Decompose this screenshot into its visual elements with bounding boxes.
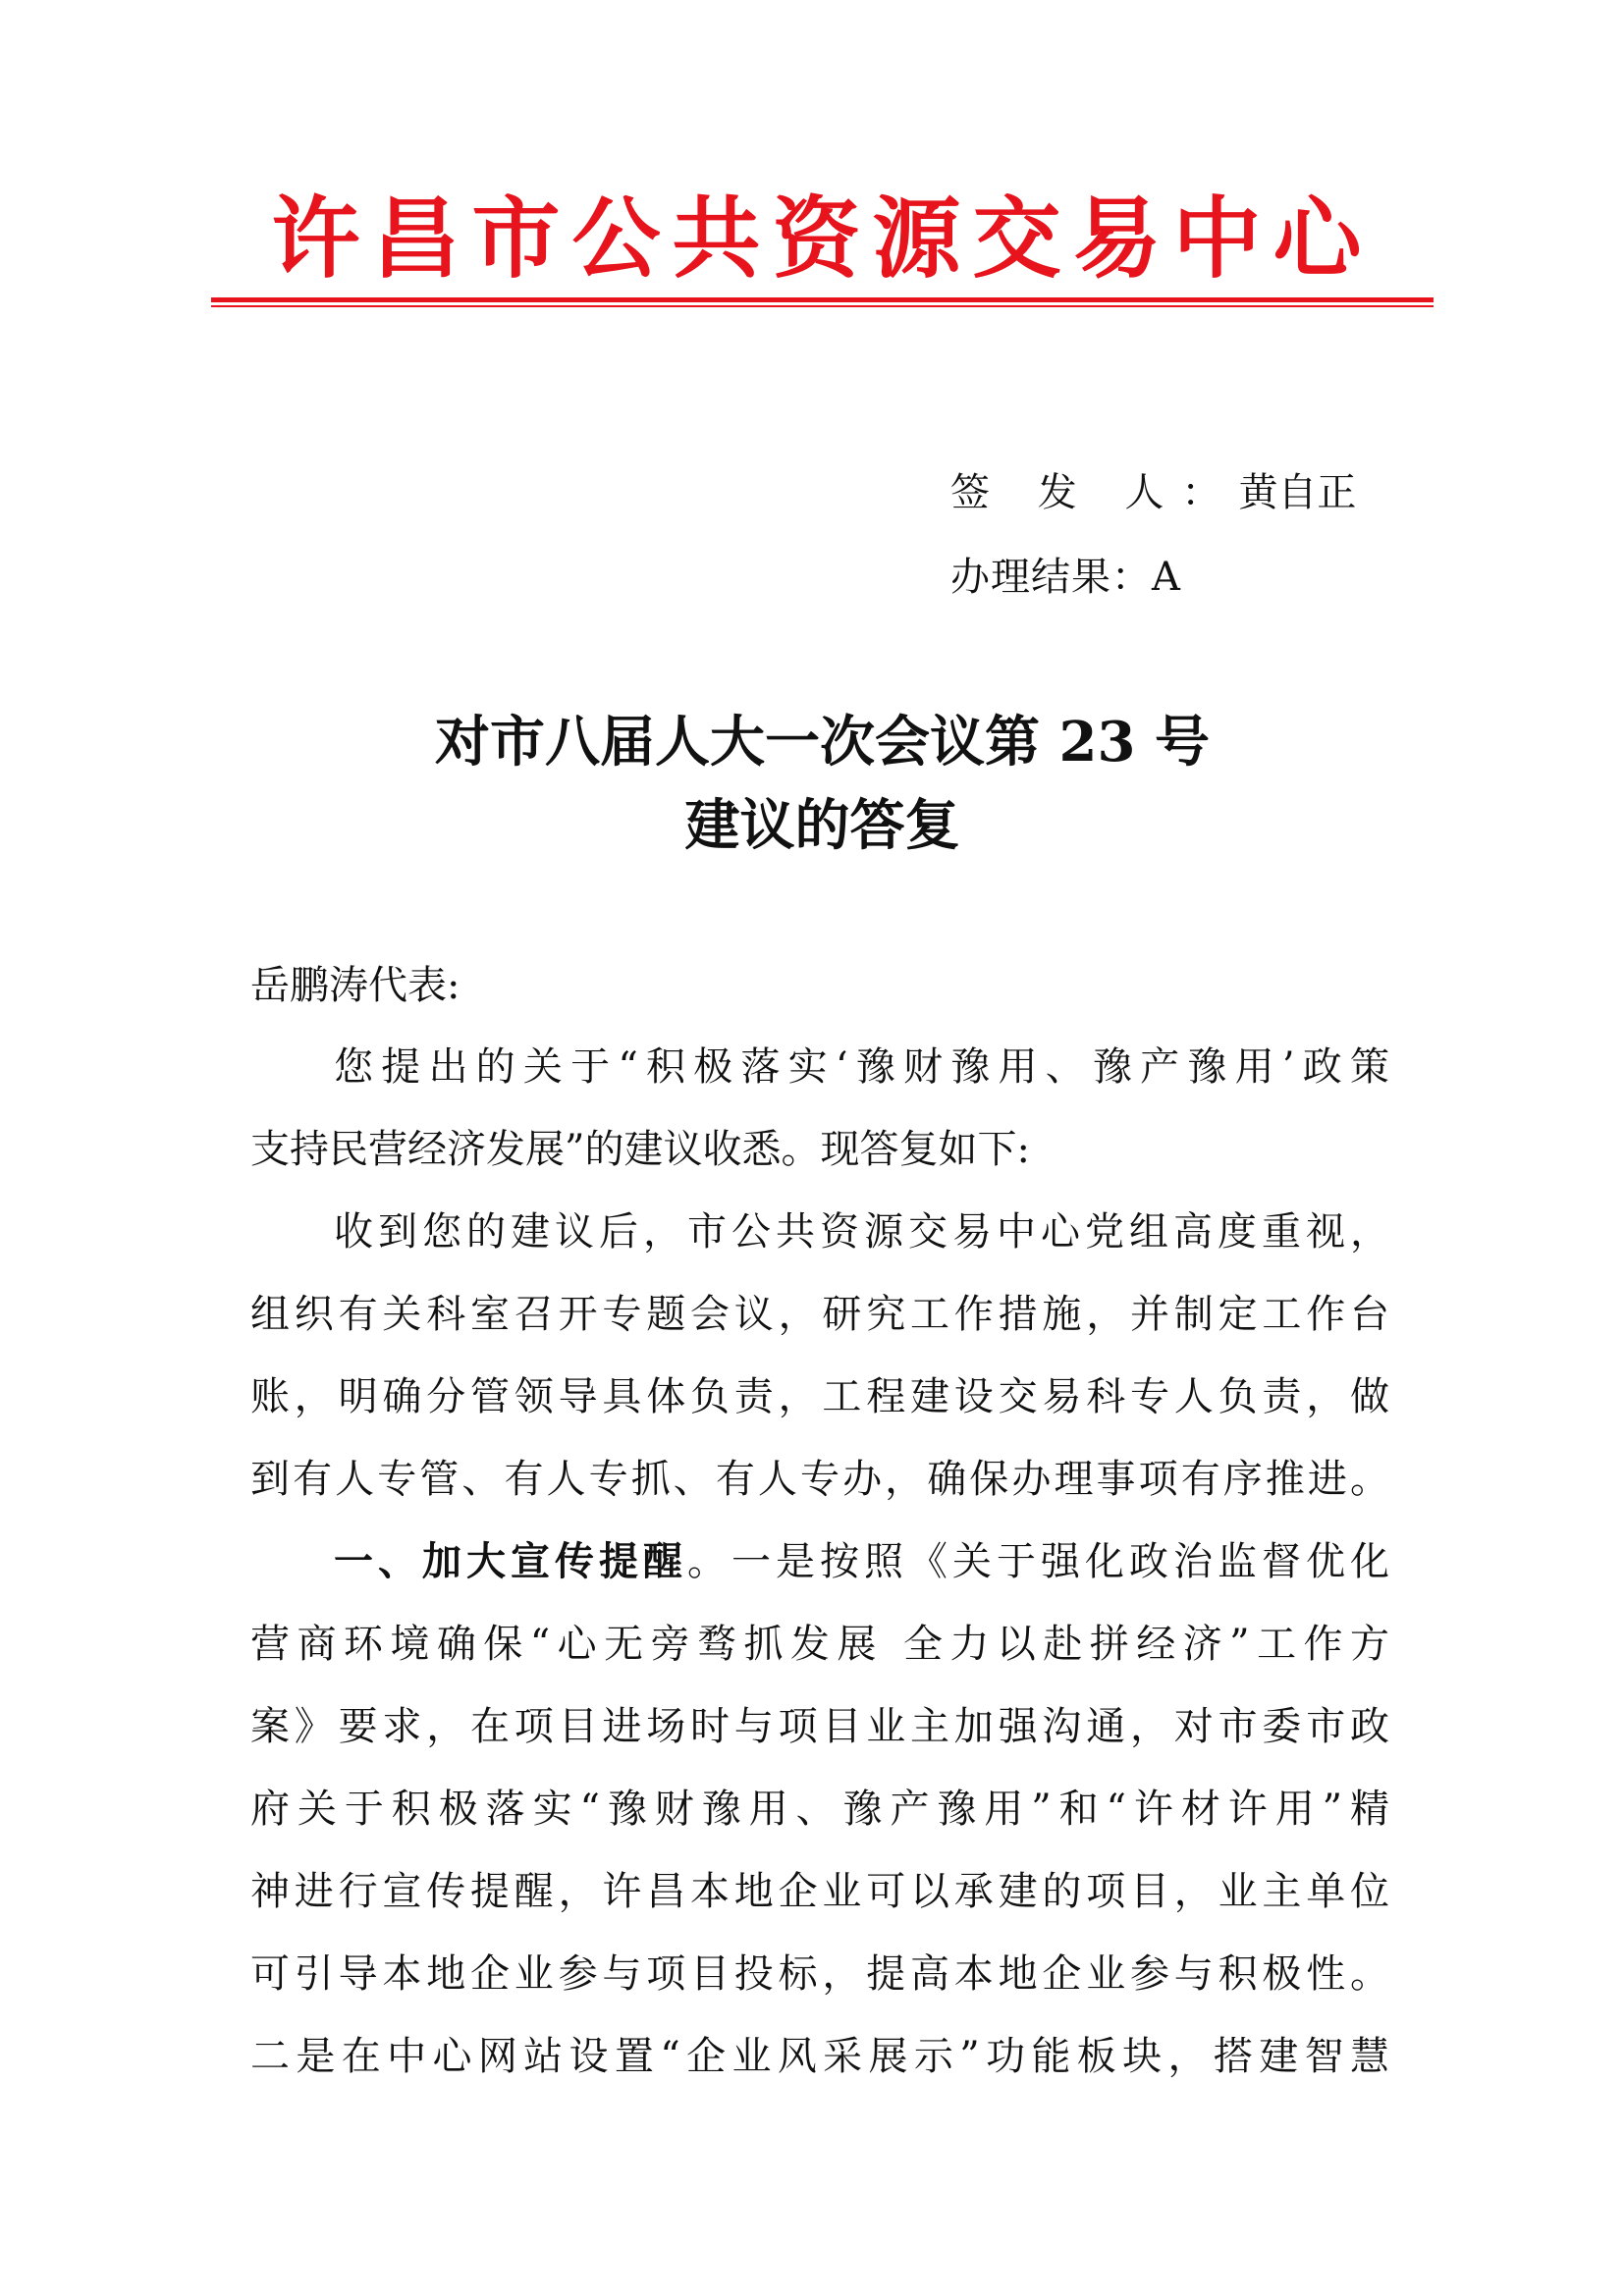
paragraph-3-line-2: 营商环境确保“心无旁骛抓发展 全力以赴拼经济”工作方 [250, 1622, 1389, 1667]
masthead-red-rule-thin [211, 305, 1434, 307]
paragraph-3-line-5: 神进行宣传提醒，许昌本地企业可以承建的项目，业主单位 [250, 1869, 1389, 1914]
signatory-label: 签 发 人： [950, 470, 1239, 515]
document-title-line-2: 建议的答复 [684, 793, 960, 858]
paragraph-3-line-7: 二是在中心网站设置“企业风采展示”功能板块，搭建智慧 [250, 2034, 1389, 2079]
paragraph-1-line-1: 您提出的关于“积极落实‘豫财豫用、豫产豫用’政策 [334, 1044, 1389, 1090]
signatory-line [950, 461, 1356, 517]
paragraph-3-line-4: 府关于积极落实“豫财豫用、豫产豫用”和“许材许用”精 [250, 1787, 1389, 1832]
paragraph-3-line-3: 案》要求，在项目进场时与项目业主加强沟通，对市委市政 [250, 1704, 1389, 1749]
paragraph-3-line-1-text: 。一是按照《关于强化政治监督优化 [687, 1539, 1389, 1584]
paragraph-2-line-1: 收到您的建议后，市公共资源交易中心党组高度重视， [334, 1209, 1389, 1255]
paragraph-3-line-6: 可引导本地企业参与项目投标，提高本地企业参与积极性。 [250, 1951, 1389, 1997]
masthead-org-name: 许昌市公共资源交易中心 [271, 187, 1374, 291]
document-title-line-1: 对市八届人大一次会议第 23 号 [435, 710, 1210, 774]
salutation: 岳鹏涛代表: [250, 963, 460, 1008]
paragraph-2-line-2: 组织有关科室召开专题会议，研究工作措施，并制定工作台 [250, 1292, 1389, 1337]
result-label: 办理结果： [950, 555, 1152, 600]
paragraph-2-line-3: 账，明确分管领导具体负责，工程建设交易科专人负责，做 [250, 1374, 1389, 1419]
signatory-value: 黄自正 [1238, 470, 1357, 515]
masthead-red-rule [211, 297, 1434, 302]
result-value: A [1152, 555, 1180, 600]
section-heading: 一、加大宣传提醒 [334, 1539, 687, 1584]
result-line [950, 546, 1180, 602]
paragraph-1-line-2: 支持民营经济发展”的建议收悉。现答复如下: [250, 1127, 1030, 1172]
paragraph-2-line-4: 到有人专管、有人专抓、有人专办，确保办理事项有序推进。 [250, 1457, 1389, 1502]
paragraph-3-line-1 [334, 1532, 1389, 1591]
